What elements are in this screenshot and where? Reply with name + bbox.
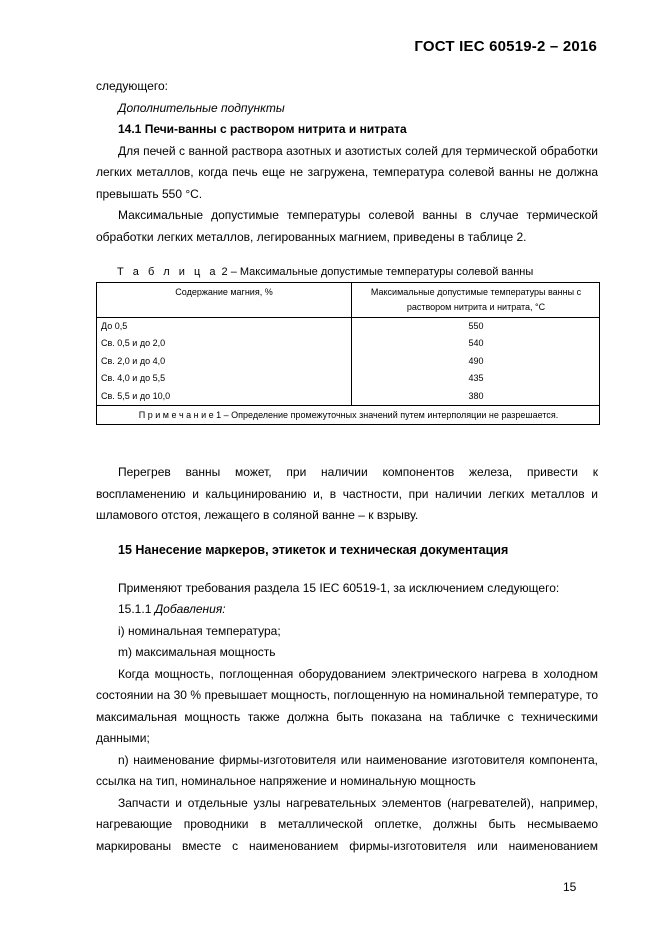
subclause-number: 15.1.1 <box>118 602 155 616</box>
subclause-15-1-1 <box>96 599 598 621</box>
table-cell-range: Св. 0,5 и до 2,0 <box>97 335 352 352</box>
table-cell-range: Св. 2,0 и до 4,0 <box>97 353 352 370</box>
paragraph-requirements: Применяют требования раздела 15 IEC 60519-1, за исключением следующего: <box>118 580 560 595</box>
table-row <box>97 370 600 387</box>
subheading-additional-subclauses: Дополнительные подпункты <box>118 100 285 115</box>
list-item-i: i) номинальная температура; <box>118 623 281 638</box>
table-cell-temp: 380 <box>468 390 484 401</box>
table-row <box>97 335 600 352</box>
top-text-block <box>96 76 598 248</box>
table-cell-temp: 490 <box>468 355 484 366</box>
paragraph-continuation: следующего: <box>96 79 168 93</box>
middle-text-block <box>96 462 598 527</box>
table-note-row <box>97 406 600 425</box>
table-cell-range: До 0,5 <box>97 318 352 336</box>
section-15-block <box>96 540 598 857</box>
table-row <box>97 318 600 336</box>
table-caption <box>117 266 600 278</box>
table-row <box>97 388 600 406</box>
paragraph-spare-parts: Запчасти и отдельные узлы нагревательных элементов (нагревателей), например, нагревающие проводники в металлической оплетке, должны быть несмываемо маркированы вместе с наименованием фирмы-изготовителя или наименованием <box>96 795 598 853</box>
paragraph-table-reference: Максимальные допустимые температуры солевой ванны в случае термической обработки легких металлов, легированных магнием, приведены в таблице 2. <box>96 208 598 244</box>
section-15-heading: 15 Нанесение маркеров, этикеток и техническая документация <box>118 543 509 557</box>
table-header-magnesium: Содержание магния, % <box>97 283 352 318</box>
table-row <box>97 353 600 370</box>
document-header-title: ГОСТ IEC 60519-2 – 2016 <box>414 38 597 55</box>
page-number: 15 <box>563 880 577 894</box>
paragraph-salt-bath-limit: Для печей с ванной раствора азотных и азотистых солей для термической обработки легких металлов, когда печь еще не загружена, температура солевой ванны не должна превышать 550 °С. <box>96 143 598 201</box>
table-cell-range: Св. 5,5 и до 10,0 <box>97 388 352 406</box>
list-item-m: m) максимальная мощность <box>118 645 276 659</box>
table-frame <box>96 282 600 425</box>
magnesium-temperature-table <box>97 283 600 424</box>
table-caption-prefix: Т а б л и ц а <box>117 266 219 278</box>
table-header-temperature: Максимальные допустимые температуры ванны с раствором нитрита и нитрата, °С <box>352 283 601 318</box>
table-cell-temp: 540 <box>468 338 484 349</box>
subclause-heading-14-1: 14.1 Печи-ванны с раствором нитрита и нитрата <box>118 122 407 136</box>
table-cell-temp: 435 <box>468 373 484 384</box>
table-header-row <box>97 283 600 318</box>
list-item-n: n) наименование фирмы-изготовителя или наименование изготовителя компонента, ссылка на тип, номинальное напряжение и номинальную мощность <box>96 752 598 788</box>
paragraph-overheat-warning: Перегрев ванны может, при наличии компонентов железа, привести к воспламенению и кальцинированию и, в частности, при наличии легких металлов и шламового отстоя, лежащего в соляной ванне – к взрыву. <box>96 465 598 522</box>
table-cell-range: Св. 4,0 и до 5,5 <box>97 370 352 387</box>
subclause-additions: Добавления: <box>154 602 226 616</box>
table-cell-temp: 550 <box>468 321 484 331</box>
paragraph-max-power: Когда мощность, поглощенная оборудованием электрического нагрева в холодном состоянии на 30 % превышает мощность, поглощенную на номинальной температуре, то максимальная мощность также должна быть показана на табличке с техническими данными; <box>96 666 598 745</box>
table-caption-text: 2 – Максимальные допустимые температуры солевой ванны <box>218 266 534 278</box>
table-2-block <box>96 266 600 425</box>
table-note: П р и м е ч а н и е 1 – Определение промежуточных значений путем интерполяции не разрешается. <box>97 406 600 425</box>
